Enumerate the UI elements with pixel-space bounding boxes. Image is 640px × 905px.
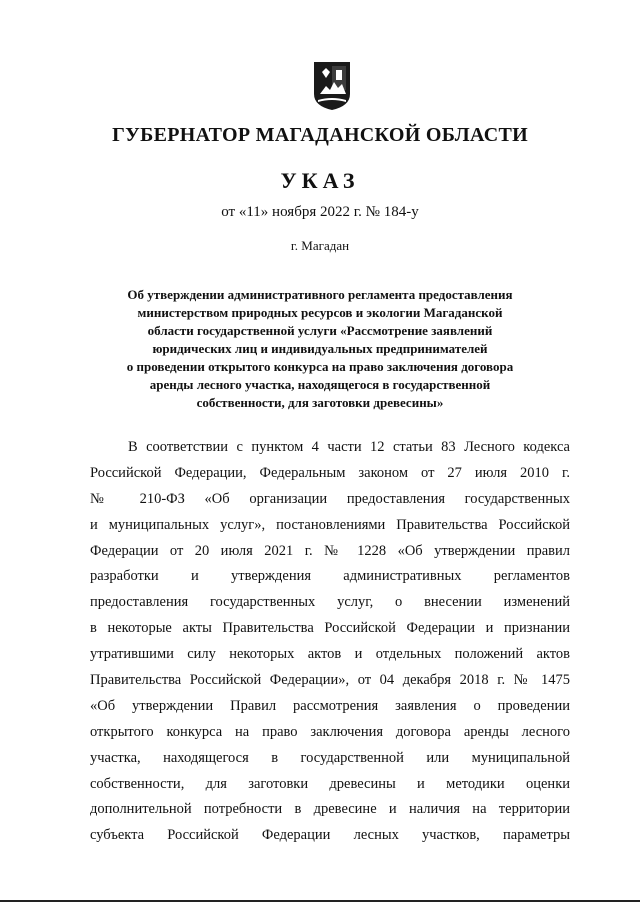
body-line: собственности, для заготовки древесины и методики оценки xyxy=(90,775,570,792)
body-line: дополнительной потребности в древесине и наличия на территории xyxy=(90,801,570,818)
subject-line: юридических лиц и индивидуальных предпринимателей xyxy=(152,341,488,356)
body-line: разработки и утверждения административных регламентов xyxy=(90,568,570,585)
subject-line: аренды лесного участка, находящегося в государственной xyxy=(149,377,491,392)
body-line: Федерации от 20 июля 2021 г. № 1228 «Об утверждении правил xyxy=(90,542,570,559)
subject-line: Об утверждении административного регламента предоставления xyxy=(127,287,513,302)
date-and-number: от «11» ноября 2022 г. № 184-у xyxy=(221,204,419,220)
subject-line: министерством природных ресурсов и экологии Магаданской xyxy=(137,305,503,320)
body-line: предоставления государственных услуг, о внесении изменений xyxy=(90,594,570,611)
subject-line: области государственной услуги «Рассмотрение заявлений xyxy=(147,323,493,338)
authority-title: ГУБЕРНАТОР МАГАДАНСКОЙ ОБЛАСТИ xyxy=(112,124,528,146)
body-line: «Об утверждении Правил рассмотрения заявления о проведении xyxy=(90,697,570,714)
subject-line: собственности, для заготовки древесины» xyxy=(196,395,444,410)
body-line: и муниципальных услуг», постановлениями Правительства Российской xyxy=(90,516,570,533)
coat-of-arms-graphic xyxy=(312,60,352,112)
city: г. Магадан xyxy=(290,238,350,253)
body-line: утратившими силу некоторых актов и отдельных положений актов xyxy=(90,646,570,663)
body-line: В соответствии с пунктом 4 части 12 статьи 83 Лесного кодекса xyxy=(128,439,570,455)
body-line: участка, находящегося в государственной или муниципальной xyxy=(90,749,570,766)
page-bottom-edge xyxy=(0,900,640,902)
body-line: № 210-ФЗ «Об организации предоставления государственных xyxy=(90,490,570,507)
subject-line: о проведении открытого конкурса на право заключения договора xyxy=(126,359,514,374)
body-line: субъекта Российской Федерации лесных участков, параметры xyxy=(90,827,570,844)
subject-heading xyxy=(70,286,570,412)
body-line: Российской Федерации, Федеральным законом от 27 июля 2010 г. xyxy=(90,464,570,481)
body-line: в некоторые акты Правительства Российской Федерации и признании xyxy=(90,620,570,637)
coat-of-arms-icon xyxy=(312,60,352,112)
body-line: открытого конкурса на право заключения договора аренды лесного xyxy=(90,723,570,740)
body-line: Правительства Российской Федерации», от 04 декабря 2018 г. № 1475 xyxy=(90,672,570,689)
document-type: УКАЗ xyxy=(280,168,360,193)
body-paragraph xyxy=(90,435,570,849)
